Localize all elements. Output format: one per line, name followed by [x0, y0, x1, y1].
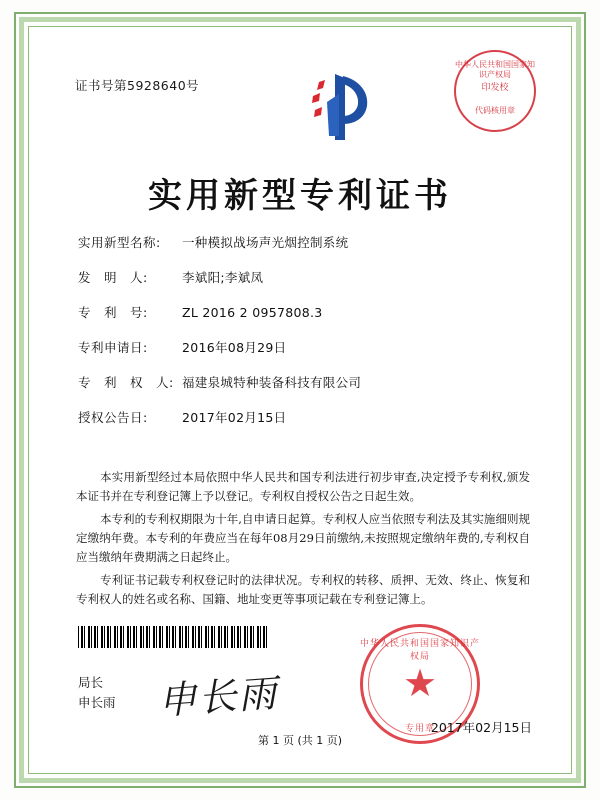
field-value: 李斌阳;李斌凤	[182, 270, 264, 285]
field-row-patent-number	[78, 303, 530, 321]
seal-bottom-text: 专用章	[404, 724, 435, 734]
field-row-application-date	[78, 338, 530, 356]
seal-top-text: 中华人民共和国国家知识产权局	[360, 639, 481, 662]
director-title: 局长	[78, 675, 104, 690]
barcode	[78, 626, 270, 648]
director-signature: 申长雨	[156, 670, 280, 724]
field-label: 专利申请日:	[78, 340, 148, 355]
field-row-grant-announcement-date	[78, 408, 530, 426]
field-label: 实用新型名称:	[78, 235, 161, 250]
cnipa-logo-icon	[285, 66, 385, 156]
page-footer: 第 1 页 (共 1 页)	[257, 734, 343, 747]
seal-date: 2017年02月15日	[430, 720, 532, 735]
director-name: 申长雨	[78, 695, 116, 710]
body-paragraph-2: 本专利的专利权期限为十年,自申请日起算。专利权人应当依照专利法及其实施细则规定缴纳年费。本专利的年费应当在每年08月29日前缴纳,未按照规定缴纳年费的,专利权自应当缴纳年费期满之日起终止。	[76, 512, 530, 564]
star-icon: ★	[402, 661, 438, 705]
field-value: 福建泉城特种装备科技有限公司	[182, 375, 362, 390]
certificate-paper	[30, 28, 570, 772]
field-label: 发 明 人:	[78, 270, 148, 285]
body-paragraph-1: 本实用新型经过本局依照中华人民共和国专利法进行初步审查,决定授予专利权,颁发本证书并在专利登记簿上予以登记。专利权自授权公告之日起生效。	[76, 470, 530, 503]
field-label: 专 利 号:	[78, 305, 148, 320]
certificate-serial-number: 证书号第5928640号	[75, 78, 200, 93]
field-value: 2016年08月29日	[182, 340, 287, 355]
body-paragraph-3: 专利证书记载专利权登记时的法律状况。专利权的转移、质押、无效、终止、恢复和专利权人的姓名或名称、国籍、地址变更等事项记载在专利登记簿上。	[76, 573, 530, 606]
field-label: 专 利 权 人:	[78, 375, 174, 390]
certificate-fields	[78, 233, 530, 443]
field-row-inventors	[78, 268, 530, 286]
field-value: 一种模拟战场声光烟控制系统	[182, 235, 349, 250]
top-seal-line2: 印发校	[481, 83, 509, 93]
field-value: 2017年02月15日	[182, 410, 287, 425]
field-row-utility-model-name	[78, 233, 530, 251]
certificate-title: 实用新型专利证书	[148, 176, 452, 216]
field-label: 授权公告日:	[78, 410, 148, 425]
director-block	[78, 673, 116, 713]
certificate-body-text	[76, 468, 530, 613]
field-value: ZL 2016 2 0957808.3	[182, 305, 323, 320]
top-seal-line1: 中华人民共和国国家知识产权局	[455, 60, 535, 79]
top-red-seal	[454, 50, 538, 134]
field-row-patentee	[78, 373, 530, 391]
top-seal-line3: 代码核用章	[475, 106, 515, 115]
